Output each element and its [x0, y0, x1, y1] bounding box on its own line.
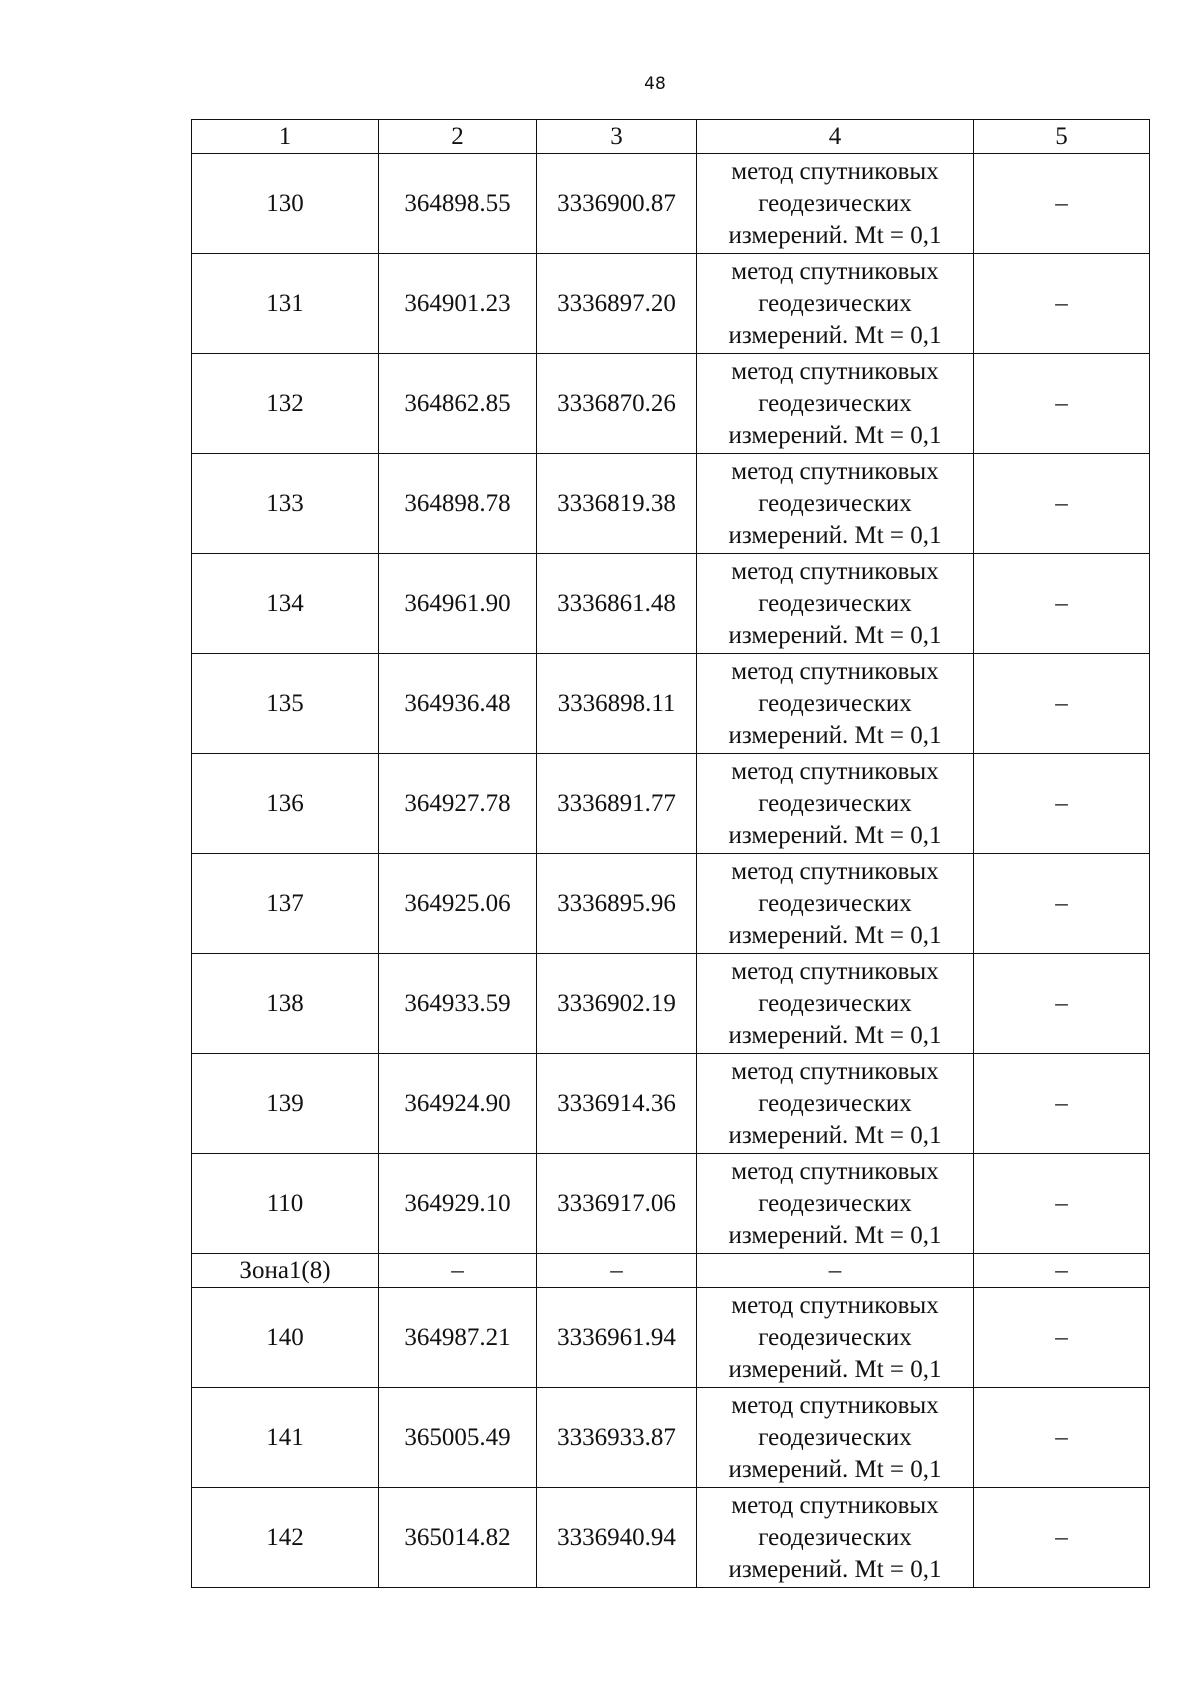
y-coordinate-cell: 3336961.94	[537, 1288, 697, 1388]
y-coordinate-cell: –	[537, 1254, 697, 1288]
method-line: геодезических	[758, 1089, 912, 1117]
x-coordinate-cell: 364936.48	[379, 654, 537, 754]
method-line: измерений. Mt = 0,1	[728, 221, 942, 249]
method-cell	[697, 1288, 974, 1388]
method-line: измерений. Mt = 0,1	[728, 721, 942, 749]
method-line: геодезических	[758, 1523, 912, 1551]
table-row	[192, 1288, 1150, 1388]
method-line: геодезических	[758, 1423, 912, 1451]
method-line: –	[828, 1256, 842, 1284]
table-row	[192, 354, 1150, 454]
header-col-2: 2	[379, 120, 537, 154]
point-number-cell: Зона1(8)	[192, 1254, 379, 1288]
method-cell	[697, 154, 974, 254]
method-line: метод спутниковых	[731, 557, 939, 585]
y-coordinate-cell: 3336917.06	[537, 1154, 697, 1254]
header-col-4: 4	[697, 120, 974, 154]
y-coordinate-cell: 3336902.19	[537, 954, 697, 1054]
y-coordinate-cell: 3336819.38	[537, 454, 697, 554]
point-number-cell: 140	[192, 1288, 379, 1388]
table-row	[192, 254, 1150, 354]
point-number-cell: 136	[192, 754, 379, 854]
note-cell: –	[974, 854, 1150, 954]
header-col-5: 5	[974, 120, 1150, 154]
note-cell: –	[974, 1054, 1150, 1154]
x-coordinate-cell: 365005.49	[379, 1388, 537, 1488]
y-coordinate-cell: 3336940.94	[537, 1488, 697, 1588]
method-line: метод спутниковых	[731, 1291, 939, 1319]
y-coordinate-cell: 3336897.20	[537, 254, 697, 354]
point-number-cell: 137	[192, 854, 379, 954]
x-coordinate-cell: 365014.82	[379, 1488, 537, 1588]
point-number-cell: 133	[192, 454, 379, 554]
x-coordinate-cell: 364987.21	[379, 1288, 537, 1388]
method-line: измерений. Mt = 0,1	[728, 521, 942, 549]
point-number-cell: 134	[192, 554, 379, 654]
method-line: геодезических	[758, 889, 912, 917]
method-line: геодезических	[758, 1189, 912, 1217]
table-row	[192, 1054, 1150, 1154]
note-cell: –	[974, 1254, 1150, 1288]
method-cell	[697, 554, 974, 654]
method-cell	[697, 254, 974, 354]
method-line: метод спутниковых	[731, 157, 939, 185]
method-line: метод спутниковых	[731, 1491, 939, 1519]
note-cell: –	[974, 354, 1150, 454]
y-coordinate-cell: 3336891.77	[537, 754, 697, 854]
header-col-1: 1	[192, 120, 379, 154]
method-line: метод спутниковых	[731, 1391, 939, 1419]
table-body	[192, 154, 1150, 1588]
x-coordinate-cell: 364927.78	[379, 754, 537, 854]
method-line: геодезических	[758, 489, 912, 517]
y-coordinate-cell: 3336914.36	[537, 1054, 697, 1154]
coordinates-table	[191, 119, 1150, 1588]
x-coordinate-cell: 364925.06	[379, 854, 537, 954]
method-line: измерений. Mt = 0,1	[728, 1355, 942, 1383]
method-cell	[697, 454, 974, 554]
method-line: геодезических	[758, 389, 912, 417]
y-coordinate-cell: 3336898.11	[537, 654, 697, 754]
note-cell: –	[974, 154, 1150, 254]
note-cell: –	[974, 454, 1150, 554]
method-cell	[697, 654, 974, 754]
method-line: измерений. Mt = 0,1	[728, 1221, 942, 1249]
table-row	[192, 454, 1150, 554]
method-line: измерений. Mt = 0,1	[728, 1021, 942, 1049]
note-cell: –	[974, 554, 1150, 654]
method-line: измерений. Mt = 0,1	[728, 1555, 942, 1583]
method-cell	[697, 954, 974, 1054]
table-row	[192, 1388, 1150, 1488]
point-number-cell: 110	[192, 1154, 379, 1254]
table-row	[192, 654, 1150, 754]
method-line: геодезических	[758, 789, 912, 817]
zone-row	[192, 1254, 1150, 1288]
note-cell: –	[974, 754, 1150, 854]
table-row	[192, 1154, 1150, 1254]
method-line: измерений. Mt = 0,1	[728, 1121, 942, 1149]
point-number-cell: 135	[192, 654, 379, 754]
x-coordinate-cell: 364898.55	[379, 154, 537, 254]
x-coordinate-cell: 364929.10	[379, 1154, 537, 1254]
y-coordinate-cell: 3336900.87	[537, 154, 697, 254]
method-line: геодезических	[758, 289, 912, 317]
method-line: метод спутниковых	[731, 357, 939, 385]
y-coordinate-cell: 3336933.87	[537, 1388, 697, 1488]
method-line: геодезических	[758, 189, 912, 217]
header-row	[192, 120, 1150, 154]
method-cell	[697, 1154, 974, 1254]
y-coordinate-cell: 3336861.48	[537, 554, 697, 654]
point-number-cell: 142	[192, 1488, 379, 1588]
x-coordinate-cell: 364901.23	[379, 254, 537, 354]
note-cell: –	[974, 1154, 1150, 1254]
method-line: метод спутниковых	[731, 257, 939, 285]
point-number-cell: 138	[192, 954, 379, 1054]
table-row	[192, 954, 1150, 1054]
method-line: измерений. Mt = 0,1	[728, 821, 942, 849]
method-line: метод спутниковых	[731, 1157, 939, 1185]
note-cell: –	[974, 1388, 1150, 1488]
x-coordinate-cell: 364924.90	[379, 1054, 537, 1154]
method-line: измерений. Mt = 0,1	[728, 1455, 942, 1483]
method-line: геодезических	[758, 989, 912, 1017]
note-cell: –	[974, 654, 1150, 754]
method-cell	[697, 354, 974, 454]
method-line: измерений. Mt = 0,1	[728, 321, 942, 349]
method-cell	[697, 1254, 974, 1288]
note-cell: –	[974, 254, 1150, 354]
point-number-cell: 141	[192, 1388, 379, 1488]
method-line: измерений. Mt = 0,1	[728, 921, 942, 949]
method-line: измерений. Mt = 0,1	[728, 421, 942, 449]
point-number-cell: 130	[192, 154, 379, 254]
note-cell: –	[974, 1488, 1150, 1588]
x-coordinate-cell: –	[379, 1254, 537, 1288]
page-number: 48	[644, 74, 666, 94]
point-number-cell: 131	[192, 254, 379, 354]
table-row	[192, 854, 1150, 954]
y-coordinate-cell: 3336895.96	[537, 854, 697, 954]
method-cell	[697, 754, 974, 854]
method-cell	[697, 1054, 974, 1154]
table-row	[192, 754, 1150, 854]
method-line: геодезических	[758, 689, 912, 717]
header-col-3: 3	[537, 120, 697, 154]
method-cell	[697, 1488, 974, 1588]
method-line: метод спутниковых	[731, 857, 939, 885]
method-line: метод спутниковых	[731, 757, 939, 785]
method-line: метод спутниковых	[731, 657, 939, 685]
y-coordinate-cell: 3336870.26	[537, 354, 697, 454]
method-cell	[697, 854, 974, 954]
table-row	[192, 154, 1150, 254]
method-line: метод спутниковых	[731, 1057, 939, 1085]
x-coordinate-cell: 364933.59	[379, 954, 537, 1054]
note-cell: –	[974, 954, 1150, 1054]
table-row	[192, 554, 1150, 654]
method-line: геодезических	[758, 1323, 912, 1351]
method-line: геодезических	[758, 589, 912, 617]
method-cell	[697, 1388, 974, 1488]
x-coordinate-cell: 364961.90	[379, 554, 537, 654]
table-row	[192, 1488, 1150, 1588]
note-cell: –	[974, 1288, 1150, 1388]
method-line: метод спутниковых	[731, 457, 939, 485]
point-number-cell: 132	[192, 354, 379, 454]
point-number-cell: 139	[192, 1054, 379, 1154]
x-coordinate-cell: 364862.85	[379, 354, 537, 454]
method-line: измерений. Mt = 0,1	[728, 621, 942, 649]
x-coordinate-cell: 364898.78	[379, 454, 537, 554]
method-line: метод спутниковых	[731, 957, 939, 985]
